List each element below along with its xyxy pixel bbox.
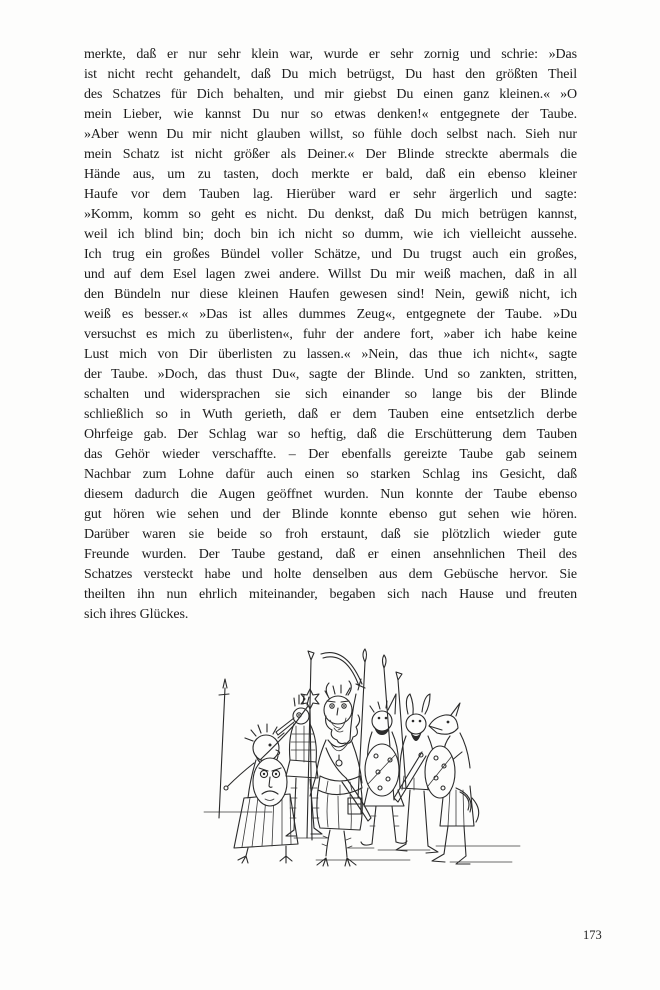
text-line: Schatzes versteckt habe und holte denselben aus dem Gebüsche hervor. Sie	[84, 567, 577, 582]
text-line: Nachbar zum Lohne dafür auch einen so starken Schlag ins Gesicht, daß	[84, 467, 577, 482]
text-line: Freunde wurden. Der Taube gestand, daß er einen ansehnlichen Theil des	[84, 547, 577, 562]
text-line: und auf dem Esel lagen zwei andere. Willst Du mir weiß machen, daß in all	[84, 267, 577, 282]
text-line: sich ihres Glückes.	[84, 607, 189, 622]
text-line: das Gehör wieder verschaffte. – Der ebenfalls gereizte Taube gab seinem	[84, 447, 577, 462]
figure-shield-bearer	[361, 655, 407, 845]
text-line: diesem dadurch die Augen geöffnet wurden. Nun konnte der Taube ebenso	[84, 487, 577, 502]
text-line: der Taube. »Doch, das thust Du«, sagte der Blinde. Und so zankten, stritten,	[84, 367, 577, 382]
text-line: Ohrfeige gab. Der Schlag war so heftig, daß die Erschütterung dem Tauben	[84, 427, 577, 442]
text-line: den Bündeln nur diese kleinen Haufen gewesen sind! Nein, gewiß nicht, ich	[84, 287, 577, 302]
text-line: schalten und widersprachen sie sich einander so lange bis der Blinde	[84, 387, 577, 402]
text-line: Lust mich von Dir überlisten zu lassen.« »Nein, das thue ich nicht«, sagte	[84, 347, 577, 362]
text-line: merkte, daß er nur sehr klein war, wurde er sehr zornig und schrie: »Das	[84, 47, 577, 62]
text-line: versuchst es mich zu überlisten«, fuhr der andere fort, »aber ich habe keine	[84, 327, 577, 342]
text-line: Darüber waren sie beide so froh erstaunt, daß sie plötzlich wieder gute	[84, 527, 577, 542]
text-line: Ich trug ein großes Bündel voller Schätze, und Du trugst auch ein großes,	[84, 247, 577, 262]
text-line: mein Schatz ist nicht größer als Deiner.« Der Blinde streckte abermals die	[84, 147, 577, 162]
illustration-engraving	[198, 648, 530, 868]
story-text	[84, 45, 577, 625]
text-line: ist nicht recht gehandelt, daß Du mich betrügst, Du hast den größten Theil	[84, 67, 577, 82]
text-line: schließlich so in Wuth gerieth, daß er dem Tauben eine entsetzlich derbe	[84, 407, 577, 422]
page-number: 173	[583, 928, 602, 942]
figure-wildman-star-club	[219, 679, 319, 863]
text-line: gut hören wie sehen und der Blinde konnte ebenso gut sehen wie hören.	[84, 507, 577, 522]
text-line: »Komm, komm so geht es nicht. Du denkst, daß Du mich betrügen kannst,	[84, 207, 577, 222]
text-line: »Aber wenn Du mir nicht glauben willst, so fühle doch selbst nach. Sieh nur	[84, 127, 577, 142]
figure-beast-head	[425, 703, 479, 864]
text-line: Haufe vor dem Tauben lag. Hierüber ward er sehr ärgerlich und sagte:	[84, 187, 577, 202]
text-line: mein Lieber, wie kannst Du nur so etwas denken!« entgegnete der Taube.	[84, 107, 577, 122]
text-line: theilten ihn nun ehrlich miteinander, begaben sich nach Hause und freuten	[84, 587, 577, 602]
text-line: weil ich blind bin; doch bin ich nicht so dumm, wie ich vielleicht aussehe.	[84, 227, 577, 242]
text-line: Hände aus, um zu tasten, doch merkte er bald, daß ein ebenso kleiner	[84, 167, 577, 182]
text-line: des Schatzes für Dich behalten, und mir giebst Du einen ganz kleinen.« »O	[84, 87, 577, 102]
text-line: weiß es besser.« »Das ist alles dummes Zeug«, entgegnete der Taube. »Du	[84, 307, 577, 322]
